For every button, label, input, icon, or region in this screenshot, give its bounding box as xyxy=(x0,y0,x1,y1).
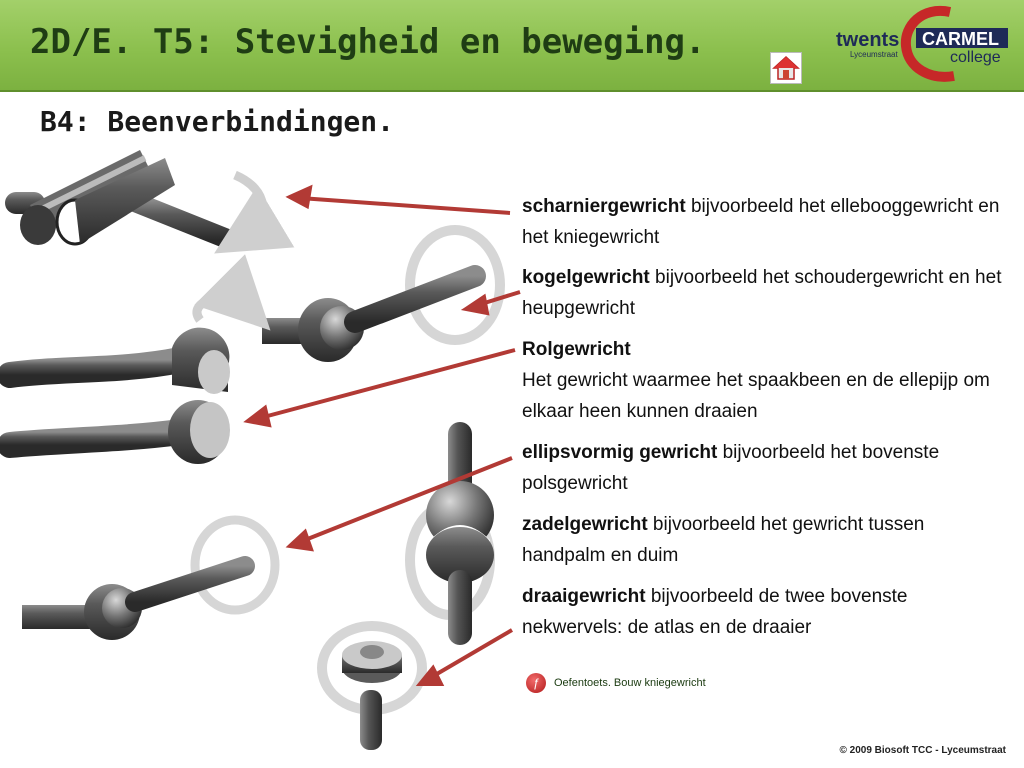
description-saddle xyxy=(522,509,1002,571)
description-pivot xyxy=(522,334,1002,427)
quiz-link-label: Oefentoets. Bouw kniegewricht xyxy=(554,677,706,689)
term-hinge: scharniergewricht xyxy=(522,196,686,217)
ball-joint-image xyxy=(262,230,500,362)
description-rotating xyxy=(522,581,1002,643)
description-ball xyxy=(522,262,1002,324)
svg-text:CARMEL: CARMEL xyxy=(922,29,999,49)
svg-text:twents: twents xyxy=(836,29,900,51)
arrowhead-pivot xyxy=(248,408,269,425)
text-pivot: Het gewricht waarmee het spaakbeen en de ellepijp om elkaar heen kunnen draaien xyxy=(522,370,990,422)
arrow-pivot xyxy=(260,350,515,418)
term-pivot: Rolgewricht xyxy=(522,339,631,360)
rotating-joint-image xyxy=(322,626,422,750)
text-rotating: bijvoorbeeld de twee bovenste nekwervels: de atlas en de draaier xyxy=(522,586,908,638)
description-hinge xyxy=(522,191,1002,253)
slide-title: 2D/E. T5: Stevigheid en beweging. xyxy=(30,22,706,62)
flash-icon: ƒ xyxy=(526,673,546,693)
pointer-arrows xyxy=(248,188,520,684)
text-ball: bijvoorbeeld het schoudergewricht en het heupgewricht xyxy=(522,267,1002,319)
term-rotating: draaigewricht xyxy=(522,586,646,607)
description-ellipsoid xyxy=(522,437,1002,499)
text-hinge: bijvoorbeeld het ellebooggewricht en het kniegewricht xyxy=(522,196,1000,248)
arrowhead-saddle xyxy=(290,532,311,549)
arrow-hinge xyxy=(300,198,510,213)
svg-text:college: college xyxy=(950,49,1001,66)
hinge-joint-image xyxy=(5,150,263,245)
svg-text:Lyceumstraat: Lyceumstraat xyxy=(850,50,898,59)
term-ellipsoid: ellipsvormig gewricht xyxy=(522,442,718,463)
arrowhead-hinge xyxy=(290,188,310,206)
footer-copyright: © 2009 Biosoft TCC - Lyceumstraat xyxy=(839,745,1006,756)
quiz-link[interactable] xyxy=(526,673,706,693)
text-saddle: bijvoorbeeld het gewricht tussen handpalm en duim xyxy=(522,514,925,566)
ball-joint-image-2 xyxy=(22,520,275,640)
text-ellipsoid: bijvoorbeeld het bovenste polsgewricht xyxy=(522,442,940,494)
term-ball: kogelgewricht xyxy=(522,267,650,288)
term-saddle: zadelgewricht xyxy=(522,514,648,535)
saddle-joint-image xyxy=(410,422,494,645)
arrowhead-ball xyxy=(466,297,487,313)
section-subtitle: B4: Beenverbindingen. xyxy=(40,105,395,138)
pivot-joint-image xyxy=(10,298,245,464)
